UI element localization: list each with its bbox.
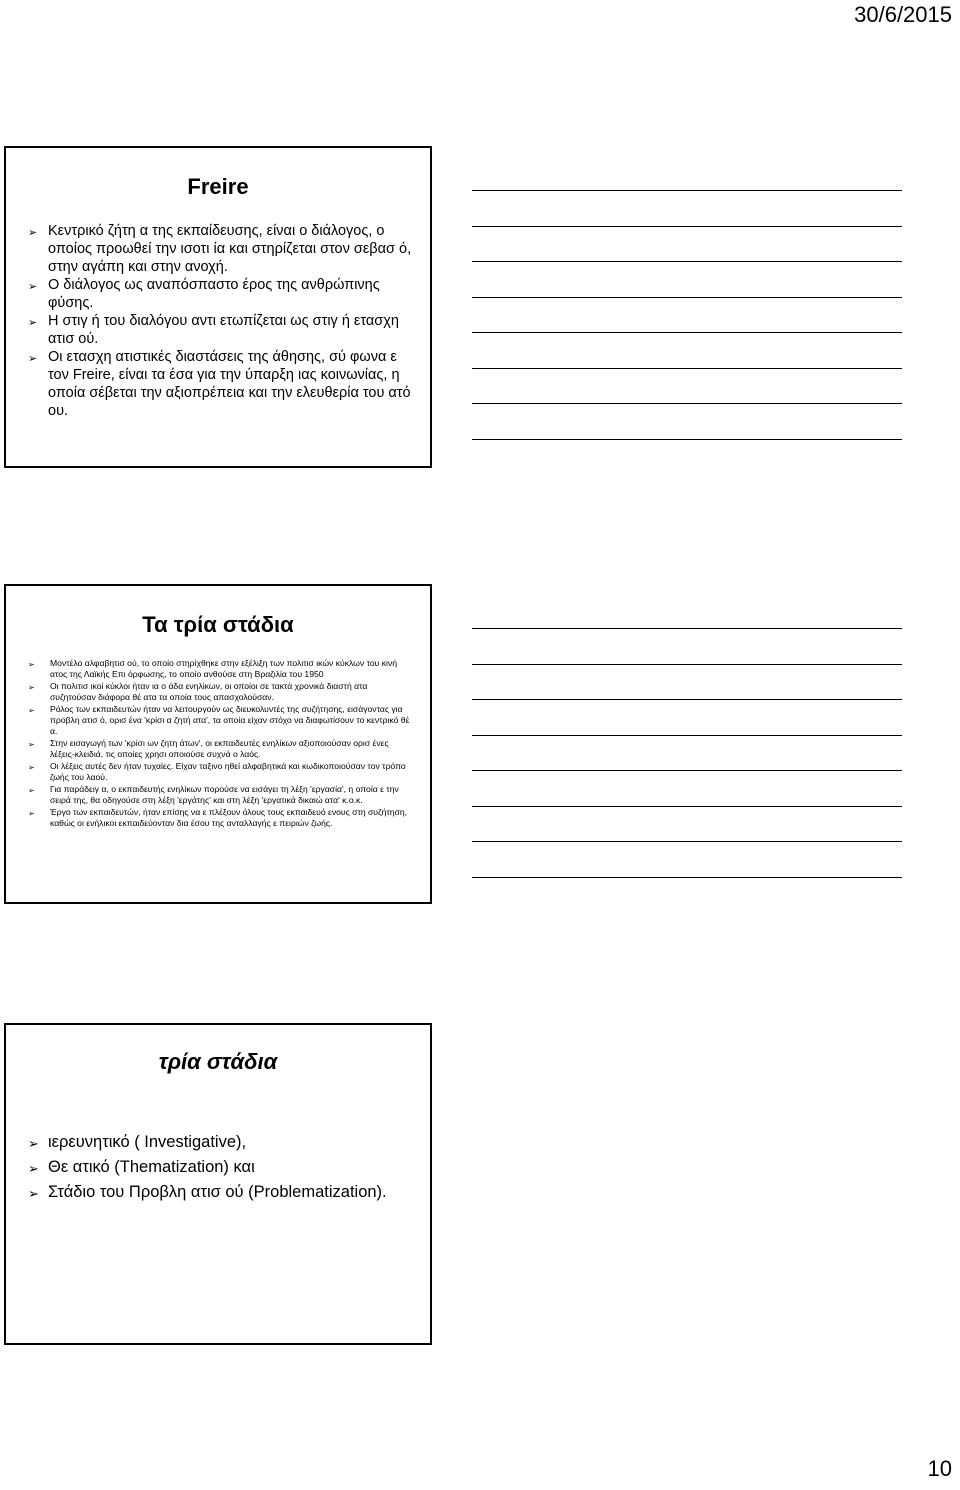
note-line: [472, 368, 902, 369]
bullet-text: Οι ετασχη ατιστικές διαστάσεις της άθησης, σύ φωνα ε τον Freire, είναι τα έσα για την ύπαρξη ιας κοινωνίας, η οποία σέβεται την αξιοπρέπεια και την ελευθερία του ατό ου.: [48, 349, 411, 419]
note-line: [472, 403, 902, 404]
bullet-item: [28, 704, 410, 737]
bullet-text: Για παράδειγ α, ο εκπαιδευτής ενηλίκων πορούσε να εισάγει τη λέξη 'εργασία', η οποία ε την σειρά της, θα οδηγούσε στη λέξη 'εργάτης' και στη λέξη 'εργατικά δικαιώ ατα' κ.ο.κ.: [50, 784, 399, 805]
note-line: [472, 439, 902, 440]
date-header: 30/6/2015: [854, 2, 952, 27]
arrow-bullet-icon: ➢: [28, 1136, 39, 1151]
bullet-text: Η στιγ ή του διαλόγου αντι ετωπίζεται ως στιγ ή ετασχη ατισ ού.: [48, 313, 399, 347]
bullet-text: Στην εισαγωγή των 'κρίσι ων ζητη άτων', οι εκπαιδευτές ενηλίκων αξιοποιούσαν ορισ ένες λέξεις-κλειδιά, τις οποίες χρησι οποιούσε συχνά ο λαός.: [50, 738, 389, 759]
arrow-bullet-icon: ➢: [28, 660, 35, 669]
bullet-text: Κεντρικό ζήτη α της εκπαίδευσης, είναι ο διάλογος, ο οποίος προωθεί την ισοτι ία και στηρίζεται στον σεβασ ό, στην αγάπη και στην ανοχή.: [48, 223, 412, 275]
bullet-item: [28, 1131, 410, 1153]
notes-lines: [472, 190, 902, 474]
bullet-item: [28, 276, 412, 312]
bullet-item: [28, 761, 410, 783]
bullet-item: [28, 312, 412, 348]
note-line: [472, 735, 902, 736]
bullet-list: [28, 1131, 410, 1206]
arrow-bullet-icon: ➢: [28, 227, 38, 239]
slide-title: τρία στάδια: [158, 1049, 278, 1074]
bullet-text: ιερευνητικό ( Investigative),: [48, 1133, 247, 1151]
note-line: [472, 332, 902, 333]
bullet-list: [28, 658, 410, 830]
bullet-item: [28, 222, 412, 276]
slide-three-stages: [4, 584, 432, 904]
arrow-bullet-icon: ➢: [28, 1161, 39, 1176]
note-line: [472, 628, 902, 629]
bullet-item: [28, 738, 410, 760]
bullet-item: [28, 807, 410, 829]
note-line: [472, 770, 902, 771]
arrow-bullet-icon: ➢: [28, 1186, 39, 1201]
page-number: 10: [927, 1456, 952, 1481]
bullet-text: Θε ατικό (Thematization) και: [48, 1158, 255, 1176]
arrow-bullet-icon: ➢: [28, 706, 35, 715]
arrow-bullet-icon: ➢: [28, 740, 35, 749]
bullet-item: [28, 784, 410, 806]
arrow-bullet-icon: ➢: [28, 809, 35, 818]
note-line: [472, 841, 902, 842]
bullet-item: [28, 1156, 410, 1178]
slide-title: Τα τρία στάδια: [142, 612, 294, 637]
note-line: [472, 261, 902, 262]
arrow-bullet-icon: ➢: [28, 317, 38, 329]
arrow-bullet-icon: ➢: [28, 786, 35, 795]
slide-title: Freire: [187, 174, 249, 199]
bullet-text: Έργο των εκπαιδευτών, ήταν επίσης να ε πλέξουν όλους τους εκπαιδευό ενους στη συζήτηση, καθώς οι ενήλικοι εκπαιδεύονταν δια έσου της ανταλλαγής ε πειριών ζωής.: [50, 807, 408, 828]
arrow-bullet-icon: ➢: [28, 281, 38, 293]
note-line: [472, 806, 902, 807]
bullet-text: Στάδιο του Προβλη ατισ ού (Problematization).: [48, 1183, 387, 1201]
note-line: [472, 226, 902, 227]
note-line: [472, 664, 902, 665]
bullet-item: [28, 1181, 410, 1203]
bullet-text: Οι πολιτισ ικοί κύκλοι ήταν ια ο άδα ενηλίκων, οι οποίοι σε τακτά χρονικά διαστή ατα συζητούσαν διάφορα θέ ατα τα οποία τους απασχολούσαν.: [50, 681, 368, 702]
note-line: [472, 297, 902, 298]
slide-freire: [4, 146, 432, 468]
notes-lines: [472, 628, 902, 912]
bullet-list: [28, 222, 412, 420]
bullet-item: [28, 348, 412, 420]
arrow-bullet-icon: ➢: [28, 763, 35, 772]
bullet-text: Μοντέλο αλφαβητισ ού, το οποίο στηρίχθηκε στην εξέλιξη των πολιτισ ικών κύκλων του κινή ατος της Λαϊκής Επι όρφωσης, το οποίο ανθούσε στη Βραζιλία του 1950: [50, 658, 397, 679]
arrow-bullet-icon: ➢: [28, 353, 38, 365]
slide-stages-list: [4, 1023, 432, 1345]
note-line: [472, 699, 902, 700]
bullet-text: Ο διάλογος ως αναπόσπαστο έρος της ανθρώπινης φύσης.: [48, 277, 380, 311]
bullet-item: [28, 681, 410, 703]
bullet-text: Οι λέξεις αυτές δεν ήταν τυχαίες. Είχαν ταξινο ηθεί αλφαβητικά και κωδικοποιούσαν τον τρόπο ζωής του λαού.: [50, 761, 406, 782]
arrow-bullet-icon: ➢: [28, 683, 35, 692]
note-line: [472, 877, 902, 878]
note-line: [472, 190, 902, 191]
bullet-text: Ρόλος των εκπαιδευτών ήταν να λειτουργούν ως διευκολυντές της συζήτησης, εισάγοντας για προβλη ατισ ό, ορισ ένα 'κρίσι α ζητή ατα', τα οποία είχαν στόχο να διαφωτίσουν το κεντρικό θέ α.: [50, 704, 410, 736]
bullet-item: [28, 658, 410, 680]
